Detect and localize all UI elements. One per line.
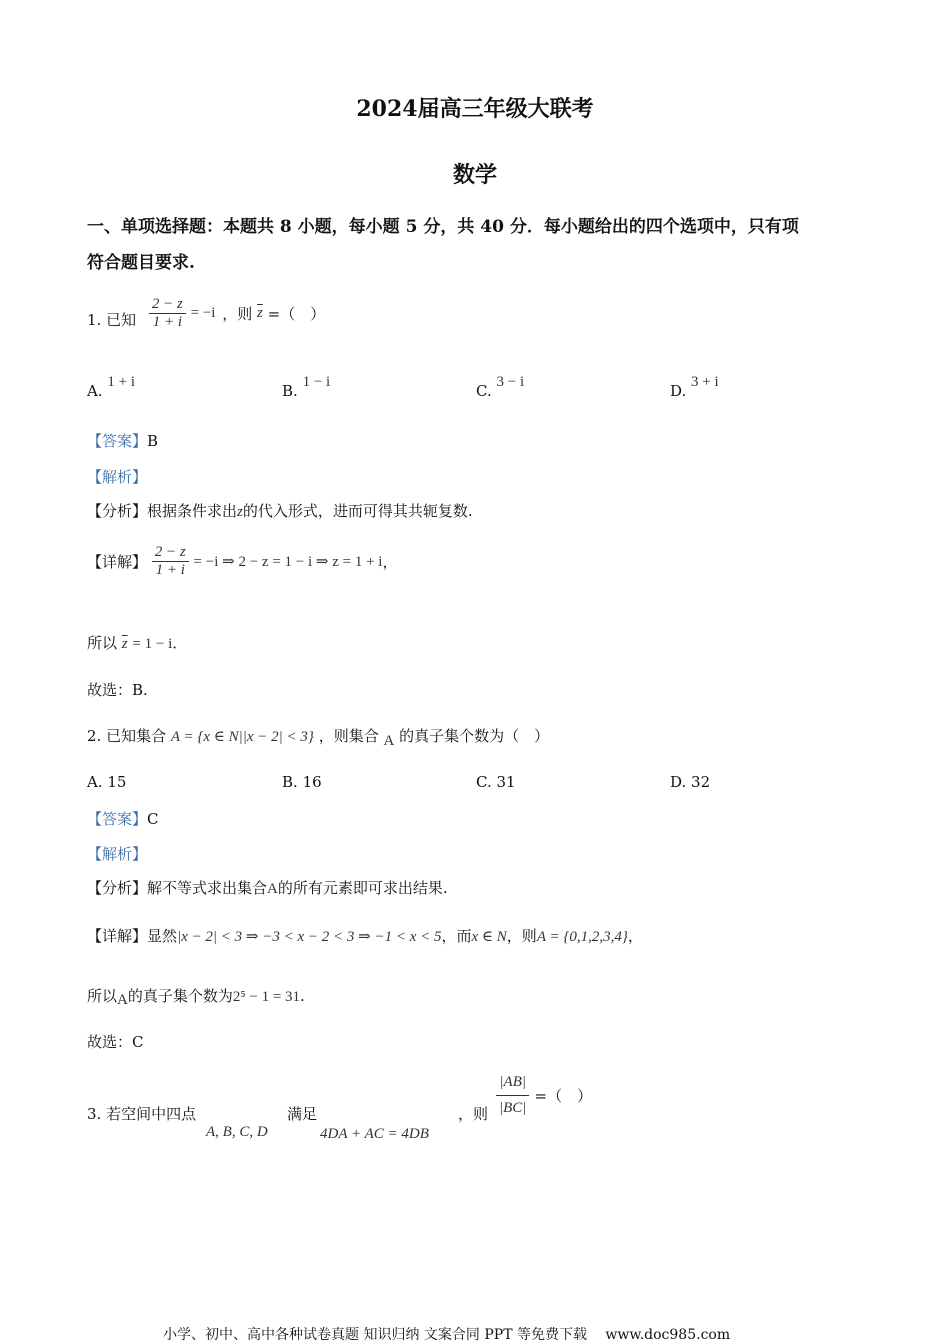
q1-so-end: ． (172, 634, 188, 652)
q1-so-prefix: 所以 (87, 634, 118, 652)
q2-fenxi-a: 解不等式求出集合 (147, 879, 268, 897)
exam-title: 2024届高三年级大联考 (356, 96, 594, 122)
q1-ask: =（ ） (267, 305, 326, 323)
q3-points: A, B, C, D (206, 1124, 268, 1140)
q2-fenxi-a-set: A (267, 881, 278, 897)
q3-vector-equation: 4DA + AC = 4DB (320, 1126, 429, 1142)
question-1 (87, 296, 325, 331)
q3-ask: =（ ） (534, 1087, 593, 1105)
section-heading-line1: 一、单项选择题：本题共 8 小题，每小题 5 分，共 40 分．每小题给出的四个选项中，只有项 (87, 217, 799, 237)
q1-option-c (476, 372, 525, 400)
q2-option-c (476, 773, 516, 791)
q2-fenxi-tag: 【分析】 (87, 879, 148, 897)
q2-option-b-letter: B. (282, 773, 298, 791)
q1-answer (87, 430, 158, 451)
q2-detail-tag: 【详解】 (87, 927, 148, 945)
q1-fenxi-a: 根据条件求出 (147, 502, 238, 520)
q2-so-prefix: 所以 (87, 987, 118, 1005)
q2-so (87, 985, 305, 1006)
q1-detail (87, 544, 397, 579)
q3-frac-den: |BC| (496, 1095, 529, 1117)
q1-answer-tag: 【答案】 (87, 432, 148, 450)
q3-frac (496, 1074, 529, 1117)
q2-detail-set: A = {0,1,2,3,4} (536, 929, 628, 945)
q2-so-mid: 的真子集个数为 (127, 987, 233, 1005)
q2-so-end: . (300, 987, 305, 1005)
q1-detail-fraction (152, 544, 189, 579)
q1-zbar: $\overline{z}$ (257, 305, 263, 321)
q1-detail-frac-den: 1 + i (152, 561, 189, 579)
q2-mid: ，则集合 (318, 727, 379, 745)
q2-option-a-letter: A. (87, 773, 103, 791)
q1-option-a-letter: A. (87, 382, 103, 400)
q1-frac-den: 1 + i (149, 313, 186, 331)
q2-detail-a: 显然 (147, 927, 178, 945)
q3-frac-num: |AB| (499, 1074, 526, 1090)
q2-choose: 故选：C (87, 1033, 144, 1051)
q1-detail-frac-num: 2 − z (154, 544, 186, 560)
q1-option-a-value: 1 + i (107, 374, 136, 390)
q2-option-d-letter: D. (670, 773, 687, 791)
q2-detail (87, 925, 643, 946)
q1-eq-rhs: = −i (190, 305, 216, 321)
q2-tail: 的真子集个数为（ ） (399, 727, 550, 745)
q1-fraction (149, 296, 186, 331)
q2-fenxi (87, 877, 448, 898)
q1-frac-num: 2 − z (151, 296, 183, 312)
q1-fenxi (87, 500, 473, 521)
q1-analysis-tag: 【解析】 (87, 468, 148, 486)
q2-fenxi-b: 的所有元素即可求出结果. (277, 879, 448, 897)
q2-option-c-value: 31 (496, 773, 516, 791)
q2-option-b-value: 16 (302, 773, 322, 791)
q1-prefix: 1. 已知 (87, 311, 137, 329)
q2-detail-expr: |x − 2| < 3 ⇒ −3 < x − 2 < 3 ⇒ −1 < x < 5 (177, 929, 442, 945)
q1-fenxi-b: 的代入形式，进而可得其共轭复数. (242, 502, 473, 520)
q1-option-b-value: 1 − i (302, 374, 331, 390)
q2-detail-xn: x ∈ N (471, 929, 507, 945)
q2-answer-tag: 【答案】 (87, 810, 148, 828)
q2-answer-value: C (147, 810, 159, 828)
q3-then: ，则 (458, 1105, 489, 1123)
q1-so (87, 632, 187, 653)
q1-option-b-letter: B. (282, 382, 298, 400)
q2-detail-b: ，而 (441, 927, 472, 945)
q1-option-d-value: 3 + i (691, 374, 719, 390)
q2-analysis-tag: 【解析】 (87, 845, 148, 863)
q2-prefix: 2. 已知集合 (87, 727, 167, 745)
section-heading-line2: 符合题目要求. (87, 253, 195, 273)
q1-so-rest: = 1 − i (132, 636, 173, 652)
q1-option-c-value: 3 − i (496, 374, 525, 390)
q2-option-a (87, 773, 126, 791)
question-2 (87, 725, 550, 749)
q1-detail-rest: = −i ⇒ 2 − z = 1 − i ⇒ z = 1 + i (193, 554, 383, 570)
q2-detail-c: ，则 (506, 927, 537, 945)
q2-detail-d: ， (627, 927, 643, 945)
q2-so-expr: 2⁵ − 1 = 31 (232, 989, 301, 1005)
q2-set-a: A (383, 733, 395, 749)
q1-so-zbar: $\overline{z}$ (121, 636, 128, 652)
q2-so-a: A (117, 992, 128, 1008)
q1-fenxi-tag: 【分析】 (87, 502, 148, 520)
q1-option-d (670, 372, 719, 400)
q1-fenxi-z: z (237, 504, 243, 520)
q2-option-d-value: 32 (691, 773, 711, 791)
q2-option-a-value: 15 (107, 773, 127, 791)
page-footer: 小学、初中、高中各种试卷真题 知识归纳 文案合同 PPT 等免费下载 www.doc985.com (163, 1327, 731, 1343)
subject-title: 数学 (452, 162, 497, 188)
q1-option-c-letter: C. (476, 382, 492, 400)
q1-answer-value: B (147, 432, 159, 450)
q2-answer (87, 808, 159, 829)
q2-option-c-letter: C. (476, 773, 492, 791)
q2-option-b (282, 773, 322, 791)
q1-then: ，则 (222, 305, 253, 323)
q2-option-d (670, 773, 710, 791)
q3-satisfy: 满足 (287, 1105, 318, 1123)
q3-fraction (496, 1074, 592, 1117)
q3-prefix: 3. 若空间中四点 (87, 1105, 197, 1123)
q1-option-a (87, 372, 136, 400)
q1-detail-tag: 【详解】 (87, 553, 148, 571)
q1-choose: 故选：B. (87, 681, 148, 699)
q1-detail-end: ， (382, 553, 398, 571)
q1-option-b (282, 372, 331, 400)
q1-option-d-letter: D. (670, 382, 687, 400)
q2-set-expr: A = {x ∈ N||x − 2| < 3} (170, 729, 314, 745)
